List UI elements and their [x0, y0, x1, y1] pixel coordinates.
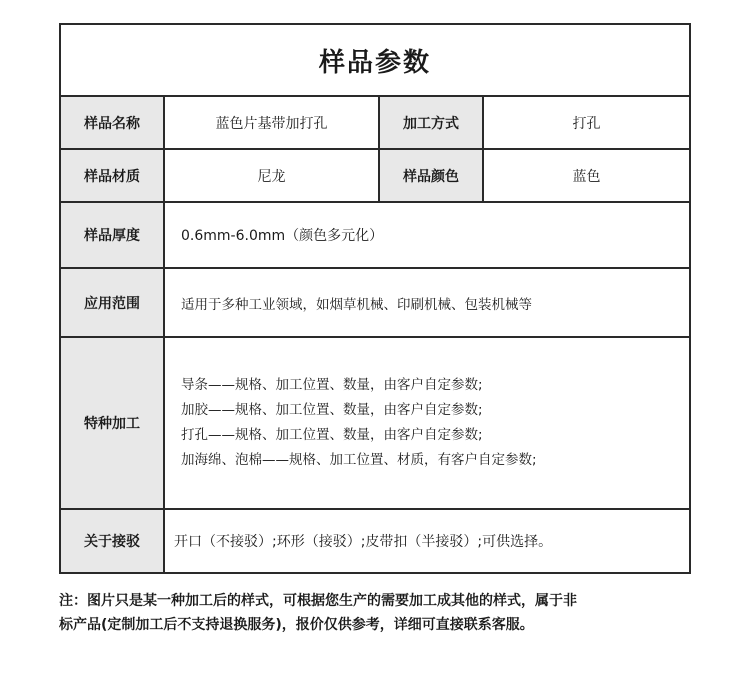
- value-processing-method: 打孔: [572, 115, 601, 132]
- special-processing-line: 加海绵、泡棉——规格、加工位置、材质，有客户自定参数;: [181, 452, 537, 468]
- note-text: [59, 589, 699, 637]
- label-application: 应用范围: [61, 269, 163, 336]
- value-joining: 开口（不接驳）;环形（接驳）;皮带扣（半接驳）;可供选择。: [174, 534, 553, 550]
- value-sample-color: 蓝色: [572, 168, 601, 185]
- table-title: 样品参数: [318, 47, 431, 78]
- special-processing-line: 加胶——规格、加工位置、数量，由客户自定参数;: [181, 402, 483, 418]
- note-line: 注：图片只是某一种加工后的样式，可根据您生产的需要加工成其他的样式，属于非: [59, 593, 577, 609]
- special-processing-line: 导条——规格、加工位置、数量，由客户自定参数;: [181, 377, 483, 393]
- value-application: 适用于多种工业领域，如烟草机械、印刷机械、包装机械等: [181, 296, 532, 313]
- label-sample-thickness: 样品厚度: [61, 203, 163, 267]
- note-line: 标产品(定制加工后不支持退换服务)，报价仅供参考，详细可直接联系客服。: [59, 617, 534, 633]
- label-special-processing: 特种加工: [61, 338, 163, 508]
- label-sample-name: 样品名称: [61, 97, 163, 148]
- value-sample-name: 蓝色片基带加打孔: [215, 115, 328, 132]
- special-processing-line: 打孔——规格、加工位置、数量，由客户自定参数;: [181, 427, 483, 443]
- sample-parameters-table: [59, 23, 691, 574]
- value-special-processing: [165, 338, 689, 508]
- label-sample-color: 样品颜色: [380, 150, 482, 201]
- value-sample-thickness: 0.6mm-6.0mm（颜色多元化）: [181, 228, 384, 244]
- label-joining: 关于接驳: [61, 510, 163, 572]
- label-sample-material: 样品材质: [61, 150, 163, 201]
- label-processing-method: 加工方式: [380, 97, 482, 148]
- value-sample-material: 尼龙: [257, 168, 286, 185]
